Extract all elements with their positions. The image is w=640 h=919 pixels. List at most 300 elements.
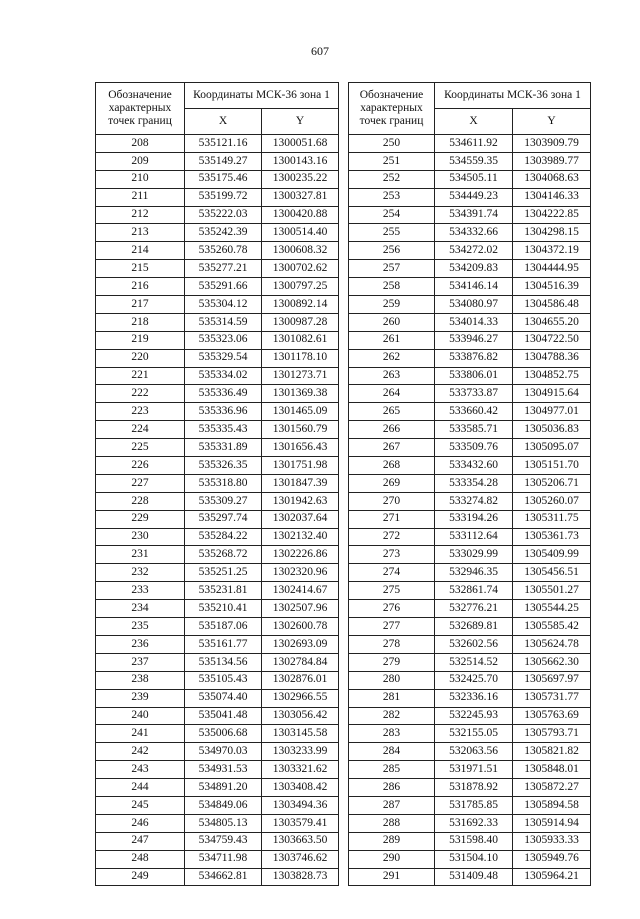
y-coordinate-cell: 1300051.68: [262, 135, 339, 153]
header-coordinates: Координаты МСК-36 зона 1: [435, 83, 591, 109]
y-coordinate-cell: 1305894.58: [513, 796, 591, 814]
y-coordinate-cell: 1305624.78: [513, 635, 591, 653]
y-coordinate-cell: 1301656.43: [262, 439, 339, 457]
table-row: [349, 367, 591, 385]
table-row: [349, 528, 591, 546]
coordinates-table-left: [95, 82, 339, 886]
table-row: [96, 582, 339, 600]
table-row: [96, 743, 339, 761]
point-id-cell: 254: [349, 206, 435, 224]
x-coordinate-cell: 535318.80: [185, 474, 262, 492]
point-id-cell: 272: [349, 528, 435, 546]
header-point-name: Обозначение характерных точек границ: [349, 83, 435, 135]
point-id-cell: 255: [349, 224, 435, 242]
y-coordinate-cell: 1304068.63: [513, 170, 591, 188]
y-coordinate-cell: 1304516.39: [513, 278, 591, 296]
y-coordinate-cell: 1305585.42: [513, 618, 591, 636]
point-id-cell: 226: [96, 457, 185, 475]
x-coordinate-cell: 535297.74: [185, 510, 262, 528]
x-coordinate-cell: 534146.14: [435, 278, 513, 296]
table-row: [96, 546, 339, 564]
point-id-cell: 275: [349, 582, 435, 600]
point-id-cell: 228: [96, 492, 185, 510]
y-coordinate-cell: 1304977.01: [513, 403, 591, 421]
y-coordinate-cell: 1303145.58: [262, 725, 339, 743]
y-coordinate-cell: 1303579.41: [262, 814, 339, 832]
table-row: [349, 653, 591, 671]
x-coordinate-cell: 533660.42: [435, 403, 513, 421]
y-coordinate-cell: 1304788.36: [513, 349, 591, 367]
y-coordinate-cell: 1301369.38: [262, 385, 339, 403]
point-id-cell: 214: [96, 242, 185, 260]
y-coordinate-cell: 1305361.73: [513, 528, 591, 546]
point-id-cell: 222: [96, 385, 185, 403]
y-coordinate-cell: 1303494.36: [262, 796, 339, 814]
y-coordinate-cell: 1302600.78: [262, 618, 339, 636]
y-coordinate-cell: 1305206.71: [513, 474, 591, 492]
point-id-cell: 256: [349, 242, 435, 260]
x-coordinate-cell: 533806.01: [435, 367, 513, 385]
x-coordinate-cell: 534332.66: [435, 224, 513, 242]
x-coordinate-cell: 535336.96: [185, 403, 262, 421]
point-id-cell: 291: [349, 868, 435, 886]
point-id-cell: 259: [349, 296, 435, 314]
table-row: [96, 242, 339, 260]
table-row: [96, 618, 339, 636]
x-coordinate-cell: 531785.85: [435, 796, 513, 814]
table-row: [349, 796, 591, 814]
y-coordinate-cell: 1302414.67: [262, 582, 339, 600]
x-coordinate-cell: 535175.46: [185, 170, 262, 188]
point-id-cell: 233: [96, 582, 185, 600]
point-id-cell: 245: [96, 796, 185, 814]
y-coordinate-cell: 1302037.64: [262, 510, 339, 528]
table-row: [349, 582, 591, 600]
x-coordinate-cell: 533876.82: [435, 349, 513, 367]
table-row: [96, 761, 339, 779]
y-coordinate-cell: 1305036.83: [513, 421, 591, 439]
y-coordinate-cell: 1303989.77: [513, 152, 591, 170]
table-row: [349, 868, 591, 886]
point-id-cell: 277: [349, 618, 435, 636]
x-coordinate-cell: 534391.74: [435, 206, 513, 224]
x-coordinate-cell: 535105.43: [185, 671, 262, 689]
x-coordinate-cell: 533733.87: [435, 385, 513, 403]
table-row: [96, 689, 339, 707]
point-id-cell: 237: [96, 653, 185, 671]
y-coordinate-cell: 1300608.32: [262, 242, 339, 260]
y-coordinate-cell: 1305872.27: [513, 779, 591, 797]
point-id-cell: 224: [96, 421, 185, 439]
x-coordinate-cell: 532514.52: [435, 653, 513, 671]
table-row: [349, 635, 591, 653]
y-coordinate-cell: 1305151.70: [513, 457, 591, 475]
point-id-cell: 285: [349, 761, 435, 779]
y-coordinate-cell: 1305260.07: [513, 492, 591, 510]
point-id-cell: 278: [349, 635, 435, 653]
point-id-cell: 211: [96, 188, 185, 206]
table-row: [96, 653, 339, 671]
table-body-right: [349, 135, 591, 886]
table-row: [349, 707, 591, 725]
table-row: [349, 421, 591, 439]
point-id-cell: 243: [96, 761, 185, 779]
x-coordinate-cell: 532425.70: [435, 671, 513, 689]
point-id-cell: 274: [349, 564, 435, 582]
table-row: [349, 779, 591, 797]
x-coordinate-cell: 535074.40: [185, 689, 262, 707]
y-coordinate-cell: 1301847.39: [262, 474, 339, 492]
x-coordinate-cell: 531692.33: [435, 814, 513, 832]
table-row: [96, 135, 339, 153]
table-row: [96, 725, 339, 743]
point-id-cell: 289: [349, 832, 435, 850]
point-id-cell: 288: [349, 814, 435, 832]
x-coordinate-cell: 535260.78: [185, 242, 262, 260]
point-id-cell: 235: [96, 618, 185, 636]
y-coordinate-cell: 1305731.77: [513, 689, 591, 707]
y-coordinate-cell: 1300514.40: [262, 224, 339, 242]
y-coordinate-cell: 1300327.81: [262, 188, 339, 206]
table-row: [349, 152, 591, 170]
table-row: [349, 206, 591, 224]
y-coordinate-cell: 1301273.71: [262, 367, 339, 385]
point-id-cell: 283: [349, 725, 435, 743]
y-coordinate-cell: 1301178.10: [262, 349, 339, 367]
table-row: [96, 707, 339, 725]
x-coordinate-cell: 533194.26: [435, 510, 513, 528]
x-coordinate-cell: 532336.16: [435, 689, 513, 707]
x-coordinate-cell: 531598.40: [435, 832, 513, 850]
x-coordinate-cell: 535006.68: [185, 725, 262, 743]
y-coordinate-cell: 1305933.33: [513, 832, 591, 850]
y-coordinate-cell: 1304852.75: [513, 367, 591, 385]
y-coordinate-cell: 1305311.75: [513, 510, 591, 528]
point-id-cell: 284: [349, 743, 435, 761]
table-row: [96, 349, 339, 367]
x-coordinate-cell: 535335.43: [185, 421, 262, 439]
y-coordinate-cell: 1302507.96: [262, 600, 339, 618]
x-coordinate-cell: 532155.05: [435, 725, 513, 743]
y-coordinate-cell: 1303233.99: [262, 743, 339, 761]
x-coordinate-cell: 535161.77: [185, 635, 262, 653]
table-row: [349, 510, 591, 528]
x-coordinate-cell: 533354.28: [435, 474, 513, 492]
x-coordinate-cell: 535314.59: [185, 313, 262, 331]
table-row: [96, 671, 339, 689]
y-coordinate-cell: 1305095.07: [513, 439, 591, 457]
table-row: [96, 278, 339, 296]
x-coordinate-cell: 535331.89: [185, 439, 262, 457]
point-id-cell: 225: [96, 439, 185, 457]
y-coordinate-cell: 1305793.71: [513, 725, 591, 743]
table-row: [96, 564, 339, 582]
table-row: [349, 743, 591, 761]
point-id-cell: 248: [96, 850, 185, 868]
x-coordinate-cell: 533274.82: [435, 492, 513, 510]
table-row: [96, 779, 339, 797]
y-coordinate-cell: 1300892.14: [262, 296, 339, 314]
x-coordinate-cell: 535304.12: [185, 296, 262, 314]
table-row: [96, 188, 339, 206]
table-row: [96, 313, 339, 331]
y-coordinate-cell: 1301751.98: [262, 457, 339, 475]
y-coordinate-cell: 1305456.51: [513, 564, 591, 582]
point-id-cell: 236: [96, 635, 185, 653]
table-row: [349, 850, 591, 868]
point-id-cell: 290: [349, 850, 435, 868]
point-id-cell: 242: [96, 743, 185, 761]
point-id-cell: 276: [349, 600, 435, 618]
table-row: [349, 492, 591, 510]
table-row: [349, 600, 591, 618]
y-coordinate-cell: 1301082.61: [262, 331, 339, 349]
x-coordinate-cell: 533946.27: [435, 331, 513, 349]
x-coordinate-cell: 535187.06: [185, 618, 262, 636]
table-row: [349, 564, 591, 582]
x-coordinate-cell: 535134.56: [185, 653, 262, 671]
y-coordinate-cell: 1302132.40: [262, 528, 339, 546]
point-id-cell: 269: [349, 474, 435, 492]
point-id-cell: 246: [96, 814, 185, 832]
point-id-cell: 281: [349, 689, 435, 707]
point-id-cell: 244: [96, 779, 185, 797]
x-coordinate-cell: 535277.21: [185, 260, 262, 278]
x-coordinate-cell: 535121.16: [185, 135, 262, 153]
x-coordinate-cell: 535251.25: [185, 564, 262, 582]
y-coordinate-cell: 1300143.16: [262, 152, 339, 170]
point-id-cell: 260: [349, 313, 435, 331]
table-row: [96, 170, 339, 188]
table-row: [96, 796, 339, 814]
y-coordinate-cell: 1304222.85: [513, 206, 591, 224]
y-coordinate-cell: 1304298.15: [513, 224, 591, 242]
point-id-cell: 212: [96, 206, 185, 224]
x-coordinate-cell: 535291.66: [185, 278, 262, 296]
table-row: [349, 439, 591, 457]
point-id-cell: 252: [349, 170, 435, 188]
point-id-cell: 279: [349, 653, 435, 671]
y-coordinate-cell: 1304915.64: [513, 385, 591, 403]
y-coordinate-cell: 1305501.27: [513, 582, 591, 600]
table-row: [96, 832, 339, 850]
table-row: [96, 510, 339, 528]
table-row: [96, 635, 339, 653]
point-id-cell: 217: [96, 296, 185, 314]
x-coordinate-cell: 534970.03: [185, 743, 262, 761]
table-row: [349, 814, 591, 832]
x-coordinate-cell: 532602.56: [435, 635, 513, 653]
header-coordinates: Координаты МСК-36 зона 1: [185, 83, 339, 109]
point-id-cell: 280: [349, 671, 435, 689]
x-coordinate-cell: 535323.06: [185, 331, 262, 349]
y-coordinate-cell: 1305821.82: [513, 743, 591, 761]
table-row: [349, 725, 591, 743]
table-row: [349, 349, 591, 367]
x-coordinate-cell: 535199.72: [185, 188, 262, 206]
x-coordinate-cell: 534014.33: [435, 313, 513, 331]
table-row: [96, 367, 339, 385]
x-coordinate-cell: 534505.11: [435, 170, 513, 188]
y-coordinate-cell: 1303321.62: [262, 761, 339, 779]
table-row: [349, 671, 591, 689]
y-coordinate-cell: 1300702.62: [262, 260, 339, 278]
x-coordinate-cell: 532689.81: [435, 618, 513, 636]
y-coordinate-cell: 1303746.62: [262, 850, 339, 868]
y-coordinate-cell: 1305662.30: [513, 653, 591, 671]
y-coordinate-cell: 1305763.69: [513, 707, 591, 725]
table-row: [349, 761, 591, 779]
table-row: [349, 403, 591, 421]
table-row: [96, 224, 339, 242]
point-id-cell: 249: [96, 868, 185, 886]
table-row: [96, 421, 339, 439]
x-coordinate-cell: 535149.27: [185, 152, 262, 170]
table-row: [96, 152, 339, 170]
point-id-cell: 215: [96, 260, 185, 278]
table-row: [96, 814, 339, 832]
x-coordinate-cell: 534611.92: [435, 135, 513, 153]
y-coordinate-cell: 1305409.99: [513, 546, 591, 564]
x-coordinate-cell: 534449.23: [435, 188, 513, 206]
point-id-cell: 213: [96, 224, 185, 242]
point-id-cell: 267: [349, 439, 435, 457]
point-id-cell: 282: [349, 707, 435, 725]
table-row: [349, 135, 591, 153]
y-coordinate-cell: 1304444.95: [513, 260, 591, 278]
x-coordinate-cell: 531504.10: [435, 850, 513, 868]
point-id-cell: 229: [96, 510, 185, 528]
y-coordinate-cell: 1303663.50: [262, 832, 339, 850]
point-id-cell: 286: [349, 779, 435, 797]
table-row: [349, 313, 591, 331]
table-row: [96, 492, 339, 510]
point-id-cell: 241: [96, 725, 185, 743]
y-coordinate-cell: 1301465.09: [262, 403, 339, 421]
y-coordinate-cell: 1304372.19: [513, 242, 591, 260]
table-row: [96, 600, 339, 618]
x-coordinate-cell: 535210.41: [185, 600, 262, 618]
table-row: [349, 260, 591, 278]
y-coordinate-cell: 1304146.33: [513, 188, 591, 206]
table-row: [349, 331, 591, 349]
point-id-cell: 209: [96, 152, 185, 170]
y-coordinate-cell: 1305914.94: [513, 814, 591, 832]
header-x: X: [435, 109, 513, 135]
point-id-cell: 208: [96, 135, 185, 153]
point-id-cell: 287: [349, 796, 435, 814]
table-row: [96, 457, 339, 475]
table-row: [349, 689, 591, 707]
coordinates-table-right: [348, 82, 591, 886]
y-coordinate-cell: 1303909.79: [513, 135, 591, 153]
x-coordinate-cell: 535041.48: [185, 707, 262, 725]
x-coordinate-cell: 532245.93: [435, 707, 513, 725]
x-coordinate-cell: 535222.03: [185, 206, 262, 224]
x-coordinate-cell: 534272.02: [435, 242, 513, 260]
table-row: [349, 242, 591, 260]
y-coordinate-cell: 1304722.50: [513, 331, 591, 349]
y-coordinate-cell: 1304586.48: [513, 296, 591, 314]
point-id-cell: 268: [349, 457, 435, 475]
x-coordinate-cell: 533509.76: [435, 439, 513, 457]
y-coordinate-cell: 1303056.42: [262, 707, 339, 725]
x-coordinate-cell: 534931.53: [185, 761, 262, 779]
point-id-cell: 220: [96, 349, 185, 367]
table-row: [96, 474, 339, 492]
x-coordinate-cell: 534805.13: [185, 814, 262, 832]
point-id-cell: 250: [349, 135, 435, 153]
y-coordinate-cell: 1300235.22: [262, 170, 339, 188]
x-coordinate-cell: 535284.22: [185, 528, 262, 546]
point-id-cell: 230: [96, 528, 185, 546]
table-row: [96, 206, 339, 224]
y-coordinate-cell: 1302226.86: [262, 546, 339, 564]
point-id-cell: 221: [96, 367, 185, 385]
table-row: [349, 618, 591, 636]
x-coordinate-cell: 534891.20: [185, 779, 262, 797]
x-coordinate-cell: 534711.98: [185, 850, 262, 868]
point-id-cell: 223: [96, 403, 185, 421]
table-row: [349, 832, 591, 850]
x-coordinate-cell: 535334.02: [185, 367, 262, 385]
x-coordinate-cell: 534849.06: [185, 796, 262, 814]
x-coordinate-cell: 535309.27: [185, 492, 262, 510]
table-row: [349, 546, 591, 564]
point-id-cell: 216: [96, 278, 185, 296]
table-row: [349, 385, 591, 403]
y-coordinate-cell: 1305949.76: [513, 850, 591, 868]
point-id-cell: 231: [96, 546, 185, 564]
table-row: [96, 403, 339, 421]
x-coordinate-cell: 535231.81: [185, 582, 262, 600]
y-coordinate-cell: 1301942.63: [262, 492, 339, 510]
x-coordinate-cell: 532776.21: [435, 600, 513, 618]
table-row: [349, 457, 591, 475]
point-id-cell: 232: [96, 564, 185, 582]
y-coordinate-cell: 1302876.01: [262, 671, 339, 689]
table-row: [96, 868, 339, 886]
y-coordinate-cell: 1305964.21: [513, 868, 591, 886]
y-coordinate-cell: 1301560.79: [262, 421, 339, 439]
point-id-cell: 238: [96, 671, 185, 689]
point-id-cell: 253: [349, 188, 435, 206]
point-id-cell: 210: [96, 170, 185, 188]
y-coordinate-cell: 1304655.20: [513, 313, 591, 331]
point-id-cell: 257: [349, 260, 435, 278]
coordinates-tables: [95, 82, 590, 883]
x-coordinate-cell: 533029.99: [435, 546, 513, 564]
point-id-cell: 240: [96, 707, 185, 725]
table-body-left: [96, 135, 339, 886]
point-id-cell: 264: [349, 385, 435, 403]
y-coordinate-cell: 1300797.25: [262, 278, 339, 296]
page-number: 607: [311, 44, 329, 58]
point-id-cell: 218: [96, 313, 185, 331]
x-coordinate-cell: 533112.64: [435, 528, 513, 546]
point-id-cell: 271: [349, 510, 435, 528]
y-coordinate-cell: 1305544.25: [513, 600, 591, 618]
x-coordinate-cell: 531971.51: [435, 761, 513, 779]
point-id-cell: 266: [349, 421, 435, 439]
table-row: [96, 296, 339, 314]
table-row: [96, 528, 339, 546]
point-id-cell: 273: [349, 546, 435, 564]
point-id-cell: 265: [349, 403, 435, 421]
x-coordinate-cell: 532063.56: [435, 743, 513, 761]
y-coordinate-cell: 1302784.84: [262, 653, 339, 671]
point-id-cell: 234: [96, 600, 185, 618]
